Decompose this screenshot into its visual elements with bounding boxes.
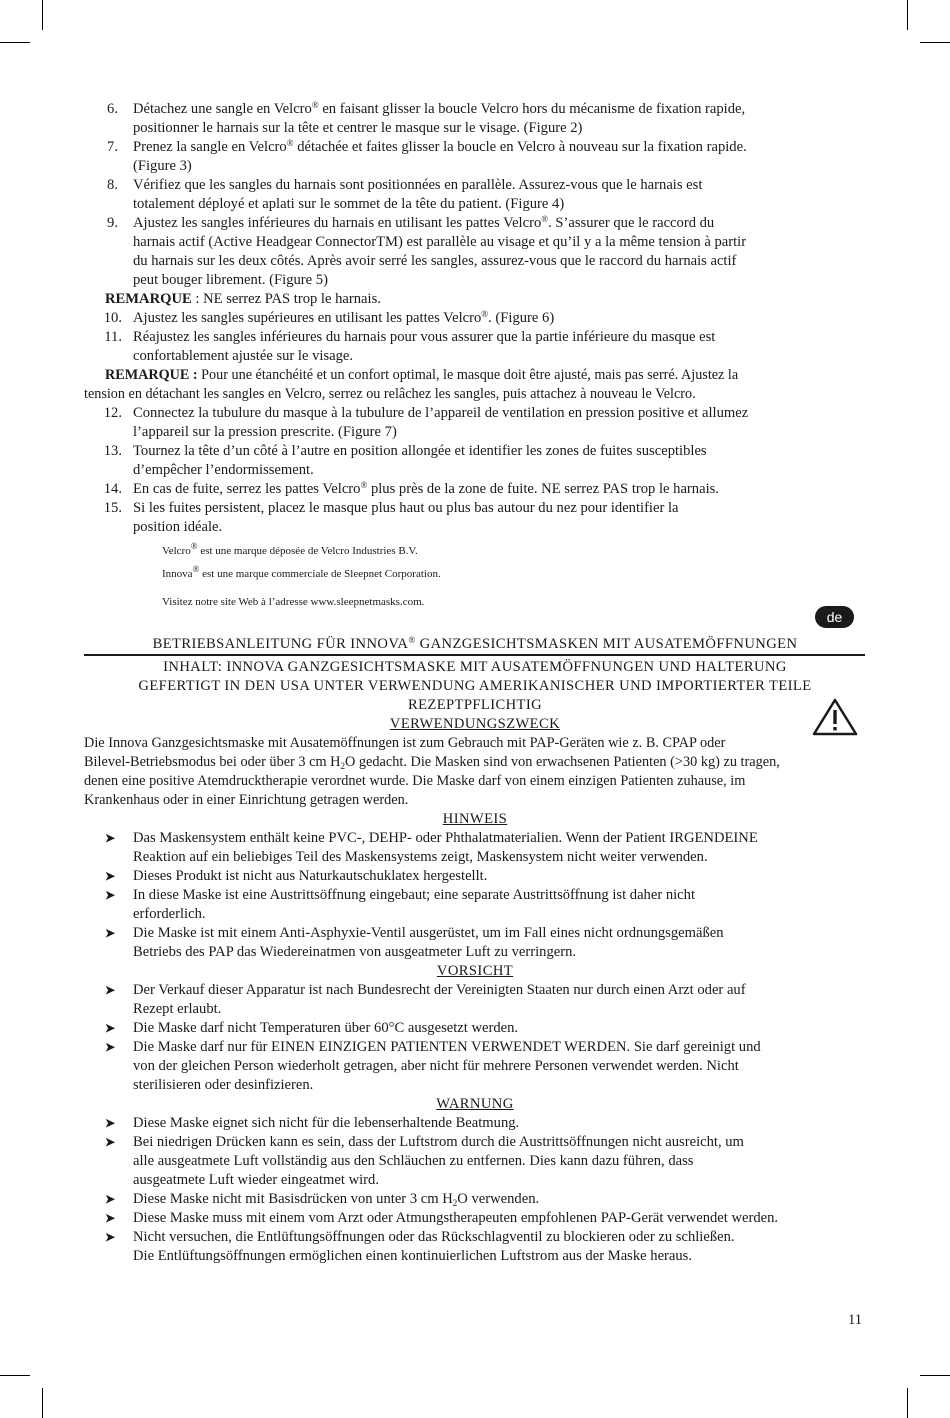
- bullet-text: alle ausgeatmete Luft vollständig aus den Schläuchen zu entfernen. Dies kann dazu führen, dass: [133, 1153, 694, 1169]
- crop-mark: [0, 42, 30, 43]
- list-item-text: Tournez la tête d’un côté à l’autre en position allongée et identifier les zones de fuites susceptibles: [133, 443, 707, 459]
- section-heading-warnung: WARNUNG: [436, 1096, 514, 1112]
- bullet-arrow-icon: ➤: [104, 1021, 116, 1035]
- bullet-text: Rezept erlaubt.: [133, 1001, 222, 1017]
- crop-mark: [920, 1375, 950, 1376]
- list-item-text: confortablement ajustée sur le visage.: [133, 348, 354, 364]
- bullet-arrow-icon: ➤: [104, 1230, 116, 1244]
- intended-use-text: Bilevel-Betriebsmodus bei oder über 3 cm $H_2O$ gedacht. Die Masken sind von erwachsenen Patienten (>30 kg) zu tragen,: [84, 754, 780, 771]
- list-item-text: position idéale.: [133, 519, 223, 535]
- bullet-text: von der gleichen Person wiederholt getragen, aber nicht für mehrere Personen verwendet werden. Nicht: [133, 1058, 739, 1074]
- list-item-text: positionner le harnais sur la tête et centrer le masque sur le visage. (Figure 2): [133, 120, 583, 136]
- crop-mark: [907, 0, 908, 30]
- list-item-text: Prenez la sangle en Velcro® détachée et faites glisser la boucle en Velcro à nouveau sur la fixation rapide.: [133, 138, 747, 155]
- list-number: 8.: [107, 177, 118, 193]
- bullet-text: Diese Maske nicht mit Basisdrücken von unter 3 cm $H_2O$ verwenden.: [133, 1191, 540, 1208]
- bullet-arrow-icon: ➤: [104, 1040, 116, 1054]
- list-item-text: l’appareil sur la pression prescrite. (Figure 7): [133, 424, 397, 440]
- bullet-text: Die Maske ist mit einem Anti-Asphyxie-Ventil ausgerüstet, um im Fall eines nicht ordnungsgemäßen: [133, 925, 724, 941]
- bullet-arrow-icon: ➤: [104, 926, 116, 940]
- list-number: 7.: [107, 139, 118, 155]
- intended-use-text: Krankenhaus oder in einer Einrichtung getragen werden.: [84, 792, 409, 808]
- made-in-line: GEFERTIGT IN DEN USA UNTER VERWENDUNG AMERIKANISCHER UND IMPORTIERTER TEILE: [138, 678, 812, 694]
- list-item-text: peut bouger librement. (Figure 5): [133, 272, 328, 288]
- section-heading-hinweis: HINWEIS: [442, 811, 508, 827]
- list-item-text: Connectez la tubulure du masque à la tubulure de l’appareil de ventilation en pression positive et allumez: [133, 405, 749, 421]
- warning-triangle-icon: [812, 698, 858, 736]
- list-item-text: Ajustez les sangles inférieures du harnais en utilisant les pattes Velcro®. S’assurer que le raccord du: [133, 214, 715, 231]
- german-title: BETRIEBSANLEITUNG FÜR INNOVA® GANZGESICHTSMASKEN MIT AUSATEMÖFFNUNGEN: [152, 635, 798, 652]
- list-number: 9.: [107, 215, 118, 231]
- bullet-text: Betriebs des PAP das Wiedereinatmen von ausgeatmeter Luft zu verringern.: [133, 944, 577, 960]
- bullet-text: Die Entlüftungsöffnungen ermöglichen einen kontinuierlichen Luftstrom aus der Maske heraus.: [133, 1248, 693, 1264]
- bullet-arrow-icon: ➤: [104, 1116, 116, 1130]
- list-item-text: harnais actif (Active Headgear ConnectorTM) est parallèle au visage et qu’il y a la même tension à partir: [133, 234, 747, 250]
- bullet-arrow-icon: ➤: [104, 888, 116, 902]
- list-number: 13.: [103, 443, 122, 459]
- bullet-text: Reaktion auf ein beliebiges Teil des Maskensystems zeigt, Maskensystem nicht weiter verwenden.: [133, 849, 708, 865]
- intended-use-text: denen eine positive Atemdrucktherapie verordnet wurde. Die Maske darf von einem einzigen Patienten zuhause, im: [84, 773, 746, 789]
- bullet-text: Diese Maske eignet sich nicht für die lebenserhaltende Beatmung.: [133, 1115, 520, 1131]
- bullet-arrow-icon: ➤: [104, 1135, 116, 1149]
- crop-mark: [0, 1375, 30, 1376]
- list-item-text: d’empêcher l’endormissement.: [133, 462, 314, 478]
- list-item-text: Détachez une sangle en Velcro® en faisant glisser la boucle Velcro hors du mécanisme de fixation rapide,: [133, 100, 746, 117]
- divider-line: [84, 654, 865, 656]
- bullet-text: Bei niedrigen Drücken kann es sein, dass der Luftstrom durch die Austrittsöffnungen nicht ausreicht, um: [133, 1134, 744, 1150]
- list-item-text: Vérifiez que les sangles du harnais sont positionnées en parallèle. Assurez-vous que le harnais est: [133, 177, 703, 193]
- crop-mark: [920, 42, 950, 43]
- bullet-text: Nicht versuchen, die Entlüftungsöffnungen oder das Rückschlagventil zu blockieren oder zu schließen.: [133, 1229, 735, 1245]
- section-heading-vorsicht: VORSICHT: [436, 963, 514, 979]
- bullet-text: sterilisieren oder desinfizieren.: [133, 1077, 314, 1093]
- bullet-text: Die Maske darf nicht Temperaturen über 60°C ausgesetzt werden.: [133, 1020, 519, 1036]
- page-number: 11: [848, 1312, 863, 1328]
- language-badge: de: [815, 606, 854, 628]
- list-item-text: Ajustez les sangles supérieures en utilisant les pattes Velcro®. (Figure 6): [133, 309, 555, 326]
- list-number: 10.: [103, 310, 122, 326]
- list-number: 15.: [103, 500, 122, 516]
- list-number: 6.: [107, 101, 118, 117]
- bullet-text: ausgeatmete Luft wieder eingeatmet wird.: [133, 1172, 379, 1188]
- bullet-text: In diese Maske ist eine Austrittsöffnung eingebaut; eine separate Austrittsöffnung ist daher nicht: [133, 887, 696, 903]
- crop-mark: [907, 1388, 908, 1418]
- trademark-note: Innova® est une marque commerciale de Sleepnet Corporation.: [162, 564, 441, 580]
- trademark-note: Velcro® est une marque déposée de Velcro Industries B.V.: [162, 541, 418, 557]
- bullet-text: Das Maskensystem enthält keine PVC-, DEHP- oder Phthalatmaterialien. Wenn der Patient IRGENDEINE: [133, 830, 758, 846]
- bullet-arrow-icon: ➤: [104, 1192, 116, 1206]
- crop-mark: [42, 1388, 43, 1418]
- list-item-text: du harnais sur les deux côtés. Après avoir serré les sangles, assurez-vous que le raccord du harnais actif: [133, 253, 737, 269]
- bullet-text: Diese Maske muss mit einem vom Arzt oder Atmungstherapeuten empfohlenen PAP-Gerät verwendet werden.: [133, 1210, 779, 1226]
- bullet-arrow-icon: ➤: [104, 869, 116, 883]
- intended-use-text: Die Innova Ganzgesichtsmaske mit Ausatemöffnungen ist zum Gebrauch mit PAP-Geräten wie z. B. CPAP oder: [84, 735, 726, 751]
- bullet-text: erforderlich.: [133, 906, 206, 922]
- bullet-arrow-icon: ➤: [104, 983, 116, 997]
- list-number: 14.: [103, 481, 122, 497]
- bullet-arrow-icon: ➤: [104, 1211, 116, 1225]
- bullet-text: Die Maske darf nur für EINEN EINZIGEN PATIENTEN VERWENDET WERDEN. Sie darf gereinigt und: [133, 1039, 761, 1055]
- crop-mark: [42, 0, 43, 30]
- list-item-text: totalement déployé et aplati sur le sommet de la tête du patient. (Figure 4): [133, 196, 565, 212]
- remark-note: REMARQUE : Pour une étanchéité et un confort optimal, le masque doit être ajusté, mais pas serré. Ajustez la: [105, 367, 739, 383]
- bullet-text: Der Verkauf dieser Apparatur ist nach Bundesrecht der Vereinigten Staaten nur durch einen Arzt oder auf: [133, 982, 746, 998]
- contents-line: INHALT: INNOVA GANZGESICHTSMASKE MIT AUSATEMÖFFNUNGEN UND HALTERUNG: [163, 659, 787, 675]
- list-item-text: (Figure 3): [133, 158, 192, 174]
- prescription-line: REZEPTPFLICHTIG: [407, 697, 543, 713]
- list-item-text: Réajustez les sangles inférieures du harnais pour vous assurer que la partie inférieure du masque est: [133, 329, 716, 345]
- list-item-text: En cas de fuite, serrez les pattes Velcro® plus près de la zone de fuite. NE serrez PAS trop le harnais.: [133, 480, 719, 497]
- remark-note: REMARQUE : NE serrez PAS trop le harnais.: [105, 291, 381, 307]
- website-note: Visitez notre site Web à l’adresse www.sleepnetmasks.com.: [162, 596, 425, 608]
- list-number: 12.: [103, 405, 122, 421]
- list-item-text: Si les fuites persistent, placez le masque plus haut ou plus bas autour du nez pour identifier la: [133, 500, 679, 516]
- section-heading-intended-use: VERWENDUNGSZWECK: [389, 716, 561, 732]
- bullet-arrow-icon: ➤: [104, 831, 116, 845]
- bullet-text: Dieses Produkt ist nicht aus Naturkautschuklatex hergestellt.: [133, 868, 488, 884]
- list-number: 11.: [104, 329, 122, 345]
- remark-note: tension en détachant les sangles en Velcro, serrez ou relâchez les sangles, puis attachez à nouveau le Velcro.: [84, 386, 696, 402]
